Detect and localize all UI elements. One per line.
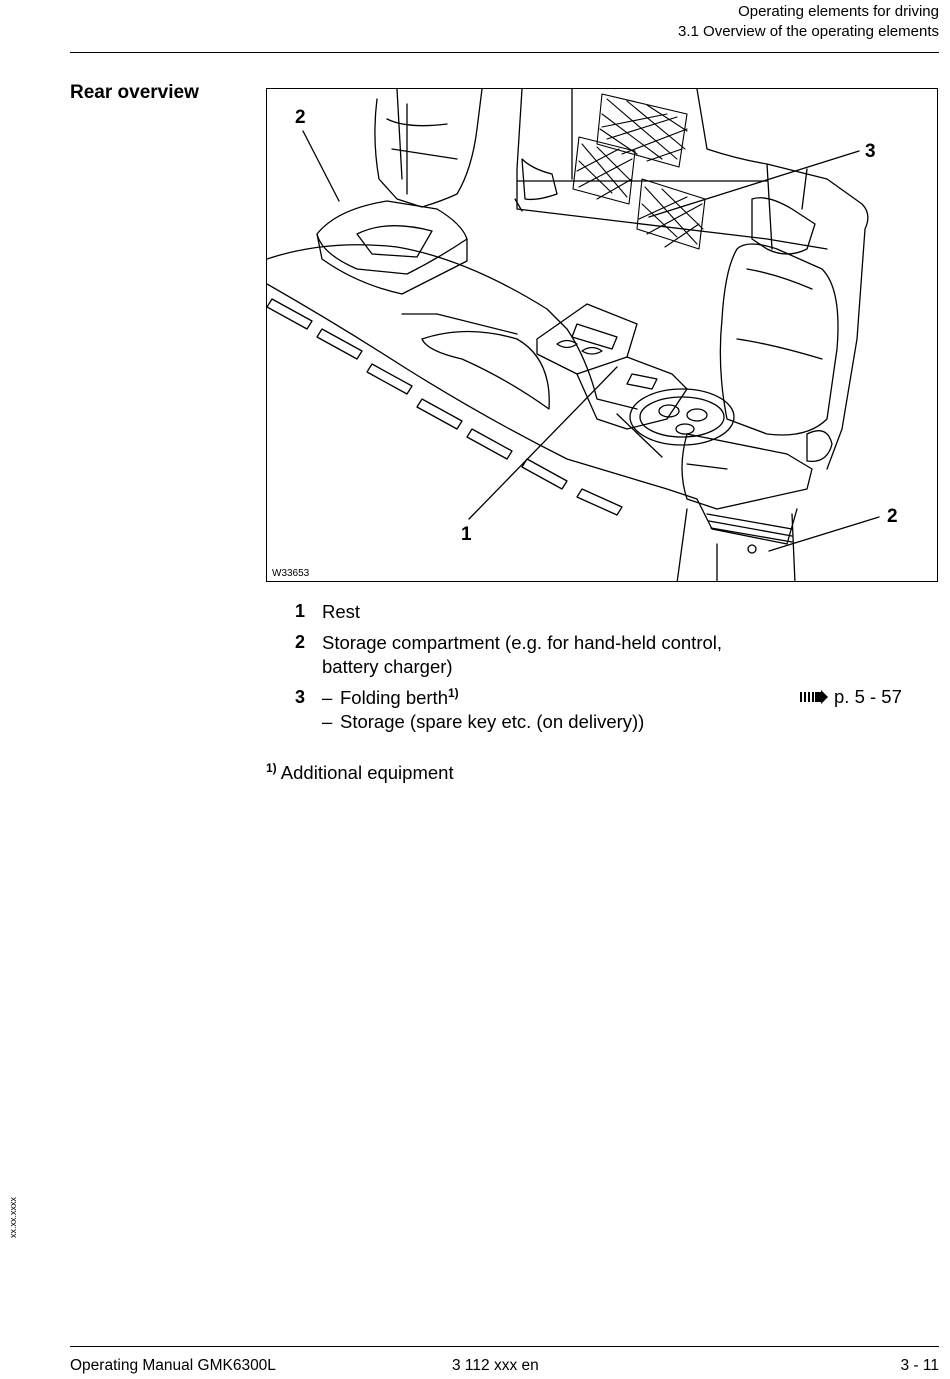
chapter-title: Operating elements for driving xyxy=(738,3,939,20)
footnote xyxy=(266,762,454,784)
right-seat xyxy=(677,198,838,582)
footer-doc-number: 3 112 xxx en xyxy=(452,1357,539,1374)
callout-3: 3 xyxy=(865,141,876,162)
footnote-mark: 1) xyxy=(447,686,459,700)
dash: – xyxy=(322,711,333,732)
page-heading: Rear overview xyxy=(70,82,199,103)
left-seat xyxy=(317,89,557,294)
legend-number-2: 2 xyxy=(295,632,306,652)
footer-divider xyxy=(70,1346,939,1347)
steering-wheel xyxy=(617,389,734,469)
cab-rear-illustration xyxy=(266,88,938,582)
legend-line: Rest xyxy=(322,601,361,622)
cross-reference[interactable] xyxy=(800,686,902,709)
footnote-text: Additional equipment xyxy=(280,762,454,783)
footnote-mark: 1) xyxy=(266,761,277,775)
footer-manual-title: Operating Manual GMK6300L xyxy=(70,1357,276,1374)
legend-subitem-text: Storage (spare key etc. (on delivery)) xyxy=(340,711,645,732)
legend-number-1: 1 xyxy=(295,601,306,621)
legend-number-3: 3 xyxy=(295,687,306,707)
reference-arrow-icon xyxy=(800,687,828,709)
legend-line: Storage compartment (e.g. for hand-held control, xyxy=(322,632,723,653)
dashboard xyxy=(267,245,697,515)
legend-subitem-text: Folding berth xyxy=(340,687,448,708)
figure-code: W33653 xyxy=(272,568,310,579)
cross-reference-text: p. 5 - 57 xyxy=(834,686,902,707)
section-title-header: 3.1 Overview of the operating elements xyxy=(678,23,939,40)
cab-drawing xyxy=(267,89,938,582)
center-console xyxy=(537,304,687,429)
callout-1: 1 xyxy=(461,524,472,545)
legend-text-1 xyxy=(322,600,360,624)
side-document-code: xx.xx.xxxx xyxy=(8,1196,18,1238)
footer-page-number: 3 - 11 xyxy=(900,1357,939,1374)
legend-line: battery charger) xyxy=(322,656,453,677)
header-divider xyxy=(70,52,939,53)
legend-subitem xyxy=(322,686,644,710)
legend-text-3 xyxy=(322,686,644,734)
callout-2-left: 2 xyxy=(295,107,306,128)
legend-text-2 xyxy=(322,631,722,679)
legend-subitem xyxy=(322,710,644,734)
callout-2-right: 2 xyxy=(887,506,898,527)
dash: – xyxy=(322,687,333,708)
storage-nets xyxy=(573,94,705,249)
